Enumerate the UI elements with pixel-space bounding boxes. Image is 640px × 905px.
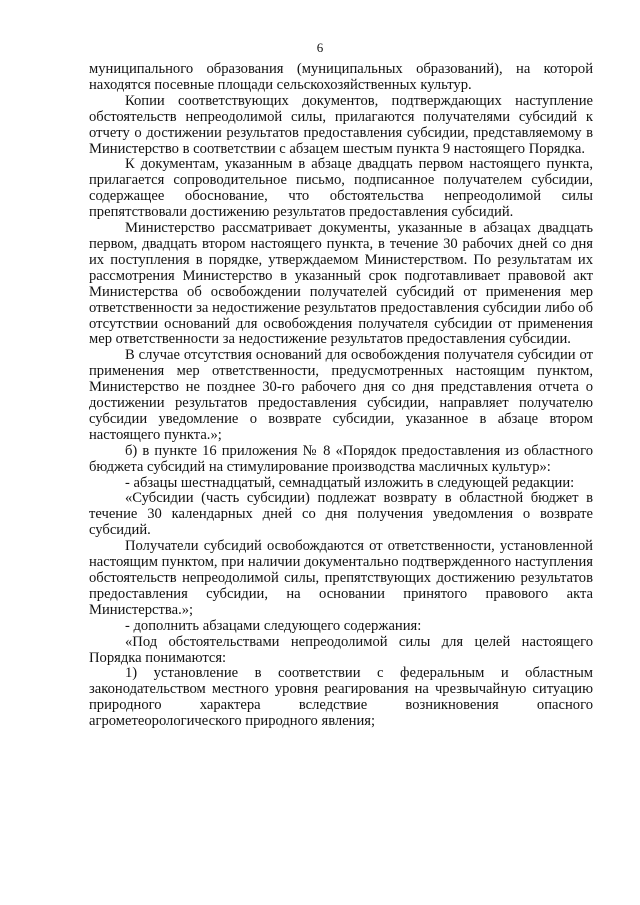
paragraph: - абзацы шестнадцатый, семнадцатый изложить в следующей редакции: (125, 474, 575, 491)
paragraph: 1) установление в соответствии с федеральным и областным законодательством местного уровня реагирования на чрезвычайную ситуацию природного характера вследствие возникновения опасного агрометеорологического природного явления; (89, 665, 593, 730)
paragraph: муниципального образования (муниципальных образований), на которой находятся посевные площади сельскохозяйственных культур. (89, 61, 593, 93)
page-number: 6 (316, 40, 324, 55)
paragraph: К документам, указанным в абзаце двадцать первом настоящего пункта, прилагается сопроводительное письмо, подписанное получателем субсидии, содержащее обоснование, что обстоятельства непреодолимой силы препятствовали достижению результатов предоставления субсидий. (89, 156, 593, 221)
paragraph: Копии соответствующих документов, подтверждающих наступление обстоятельств непреодолимой силы, прилагаются получателями субсидий к отчету о достижении результатов предоставления субсидии, представляемому в Министерство в соответствии с абзацем шестым пункта 9 настоящего Порядка. (89, 92, 593, 157)
paragraph: «Субсидии (часть субсидии) подлежат возврату в областной бюджет в течение 30 календарных дней со дня получения уведомления о возврате субсидий. (89, 490, 593, 539)
paragraph: «Под обстоятельствами непреодолимой силы для целей настоящего Порядка понимаются: (89, 633, 593, 666)
paragraph: - дополнить абзацами следующего содержания: (125, 617, 422, 634)
paragraph: Министерство рассматривает документы, указанные в абзацах двадцать первом, двадцать втором настоящего пункта, в течение 30 рабочих дней со дня их поступления в порядке, утверждаемом Министерством. По результатам их рассмотрения Министерство в указанный срок подготавливает правовой акт Министерства об освобождении получателей субсидий от применения мер ответственности за недостижение результатов предоставления субсидии либо об отсутствии оснований для освобождения получателя субсидии от применения мер ответственности за недостижение результатов предоставления субсидии. (89, 220, 593, 348)
paragraph: В случае отсутствия оснований для освобождения получателя субсидии от применения мер ответственности, предусмотренных настоящим пунктом, Министерство не позднее 30-го рабочего дня со дня представления отчета о достижении результатов предоставления субсидии, направляет получателю субсидии уведомление о возврате субсидии, указанное в абзаце втором настоящего пункта.»; (89, 347, 593, 443)
document-body (89, 62, 593, 730)
paragraph: Получатели субсидий освобождаются от ответственности, установленной настоящим пунктом, при наличии документально подтвержденного наступления обстоятельств непреодолимой силы, препятствующих достижению результатов предоставления субсидии, на основании принятого правового акта Министерства.»; (89, 538, 593, 618)
paragraph: б) в пункте 16 приложения № 8 «Порядок предоставления из областного бюджета субсидий на стимулирование производства масличных культур»: (89, 442, 593, 475)
